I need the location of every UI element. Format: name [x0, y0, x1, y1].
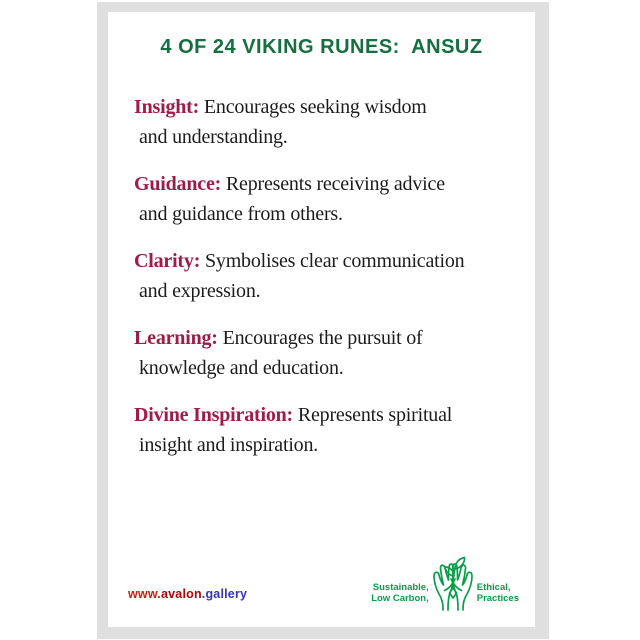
meaning-text-line2: and understanding.	[139, 126, 288, 148]
logo-text-ethical: Ethical,	[476, 582, 511, 593]
website-www: www.	[128, 587, 161, 601]
meaning-label: Guidance:	[134, 173, 222, 195]
rune-meaning-insight	[134, 92, 527, 152]
rune-meaning-learning	[134, 323, 527, 383]
logo-text-right	[477, 582, 519, 604]
meaning-label: Clarity:	[134, 250, 201, 272]
logo-text-sustainable: Sustainable,	[372, 582, 429, 593]
meanings-list	[134, 92, 527, 477]
logo-text-practices: Practices	[476, 593, 519, 604]
website-link[interactable]	[128, 587, 247, 601]
gray-frame	[97, 2, 549, 639]
meaning-text-line2: insight and inspiration.	[139, 434, 319, 456]
meaning-text-line1: Represents spiritual	[297, 404, 453, 426]
logo-text-low-carbon: Low Carbon,	[371, 593, 429, 604]
rune-card	[108, 12, 535, 627]
meaning-text-line2: and guidance from others.	[139, 203, 343, 225]
meaning-text-line1: Encourages the pursuit of	[222, 327, 423, 349]
rune-meaning-guidance	[134, 169, 527, 229]
rune-meaning-divine-inspiration	[134, 400, 527, 460]
rune-meaning-clarity	[134, 246, 527, 306]
meaning-text-line2: knowledge and education.	[139, 357, 344, 379]
meaning-label: Insight:	[134, 96, 200, 118]
meaning-text-line1: Symbolises clear communication	[204, 250, 465, 272]
meaning-text-line1: Represents receiving advice	[225, 173, 445, 195]
logo-text-left	[371, 582, 429, 604]
meaning-text-line1: Encourages seeking wisdom	[203, 96, 427, 118]
meaning-text-line2: and expression.	[139, 280, 261, 302]
sustainability-logo	[371, 555, 519, 611]
meaning-label: Divine Inspiration:	[134, 404, 294, 426]
website-tld: .gallery	[201, 587, 248, 601]
hands-holding-seedling-icon	[431, 555, 475, 611]
website-name: avalon	[160, 587, 202, 601]
page-title: 4 OF 24 VIKING RUNES: ANSUZ	[160, 36, 483, 58]
meaning-label: Learning:	[134, 327, 218, 349]
